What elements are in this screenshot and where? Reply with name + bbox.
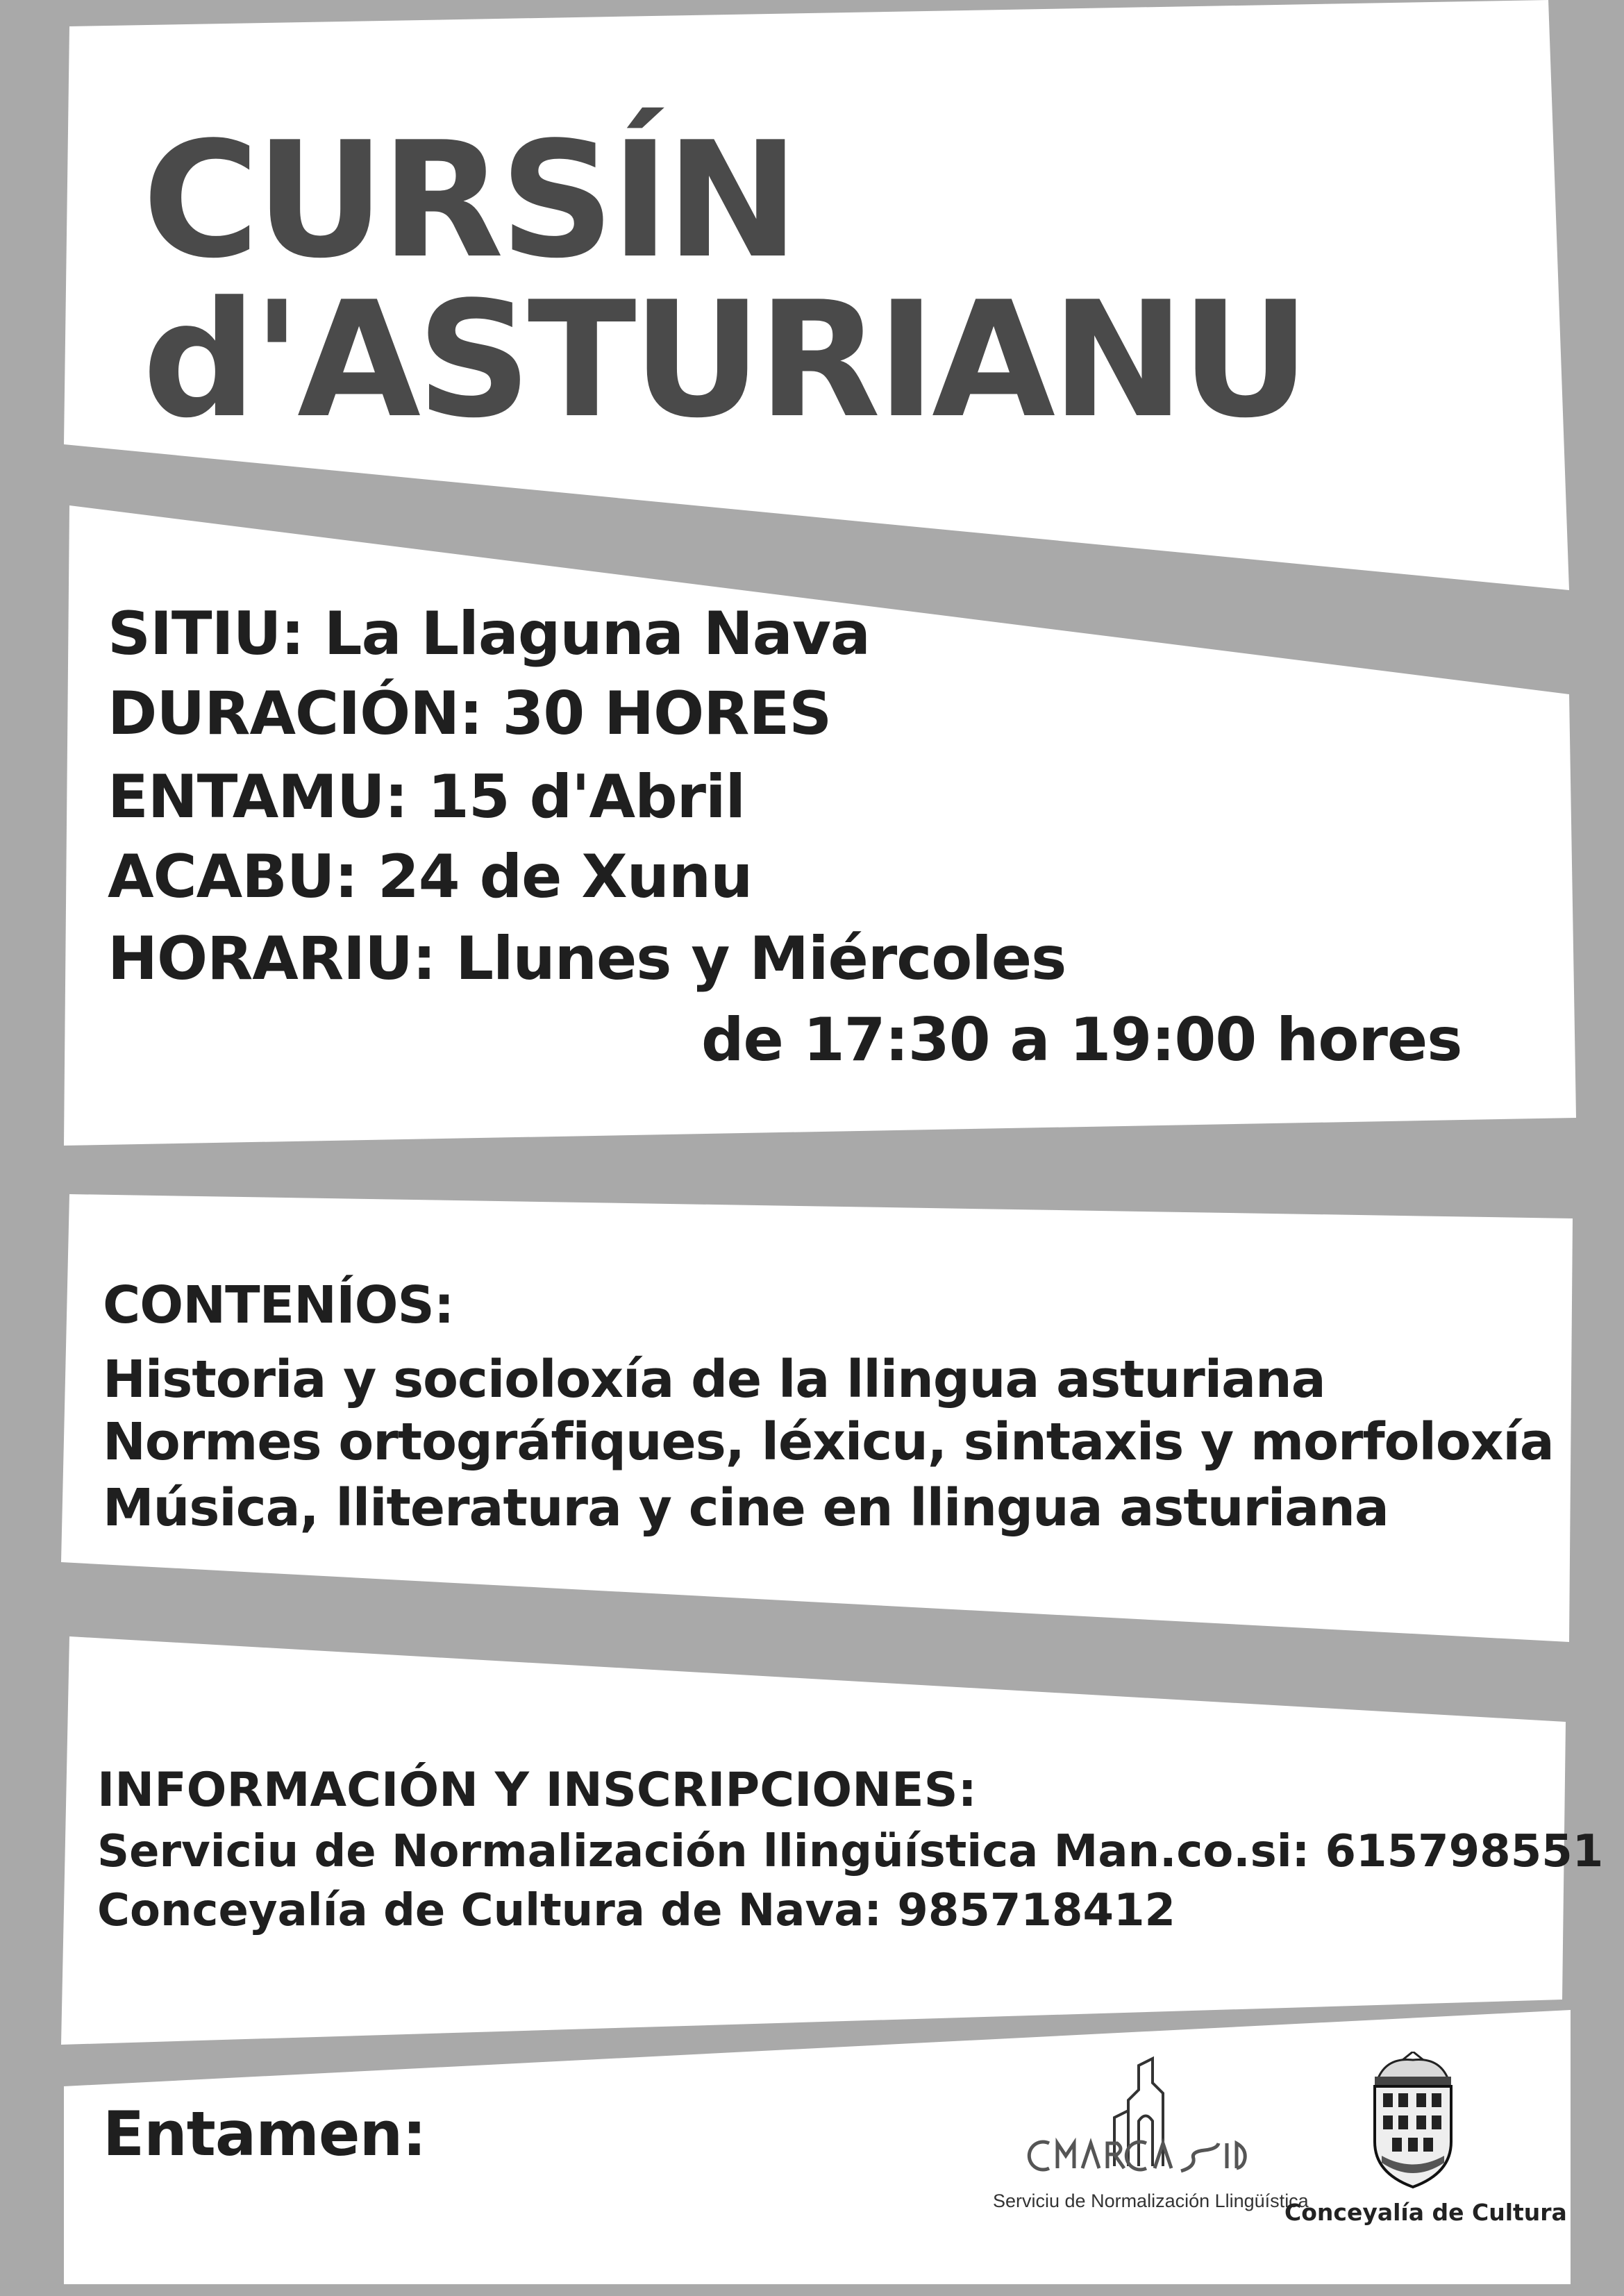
detail-schedule-time: de 17:30 a 19:00 hores: [701, 1005, 1462, 1075]
nava-logo-caption: Conceyalía de Cultura: [1284, 2199, 1567, 2226]
contents-item: Historia y socioloxía de la llingua asturiana: [103, 1350, 1325, 1409]
detail-end: ACABU: 24 de Xunu: [108, 842, 753, 912]
comarca-de-la-sidra-wordmark: [1024, 2135, 1253, 2177]
coat-of-arms-icon: [1361, 2052, 1465, 2190]
registration-heading: INFORMACIÓN Y INSCRIPCIONES:: [97, 1763, 977, 1818]
contents-item: Normes ortográfiques, léxicu, sintaxis y morfoloxía: [103, 1412, 1554, 1472]
detail-location: SITIU: La Llaguna Nava: [108, 599, 870, 669]
contents-heading: CONTENÍOS:: [103, 1275, 454, 1335]
registration-line: Conceyalía de Cultura de Nava: 985718412: [97, 1885, 1176, 1936]
poster-title-line2: d'ASTURIANU: [142, 268, 1307, 453]
nava-coat-of-arms-logo: [1284, 2052, 1567, 2226]
detail-duration: DURACIÓN: 30 HORES: [108, 679, 832, 748]
poster-title-line1: CURSÍN: [142, 108, 796, 294]
detail-start: ENTAMU: 15 d'Abril: [108, 762, 746, 832]
organizers-label: Entamen:: [103, 2098, 426, 2170]
comarca-logo-caption: Serviciu de Normalización Llingüística: [993, 2190, 1309, 2211]
registration-line: Serviciu de Normalización llingüística Man.co.si: 615798551: [97, 1826, 1604, 1877]
contents-item: Música, lliteratura y cine en llingua asturiana: [103, 1478, 1389, 1538]
comarca-de-la-sidra-logo: [993, 2052, 1309, 2211]
detail-schedule: HORARIU: Llunes y Miércoles: [108, 924, 1066, 994]
